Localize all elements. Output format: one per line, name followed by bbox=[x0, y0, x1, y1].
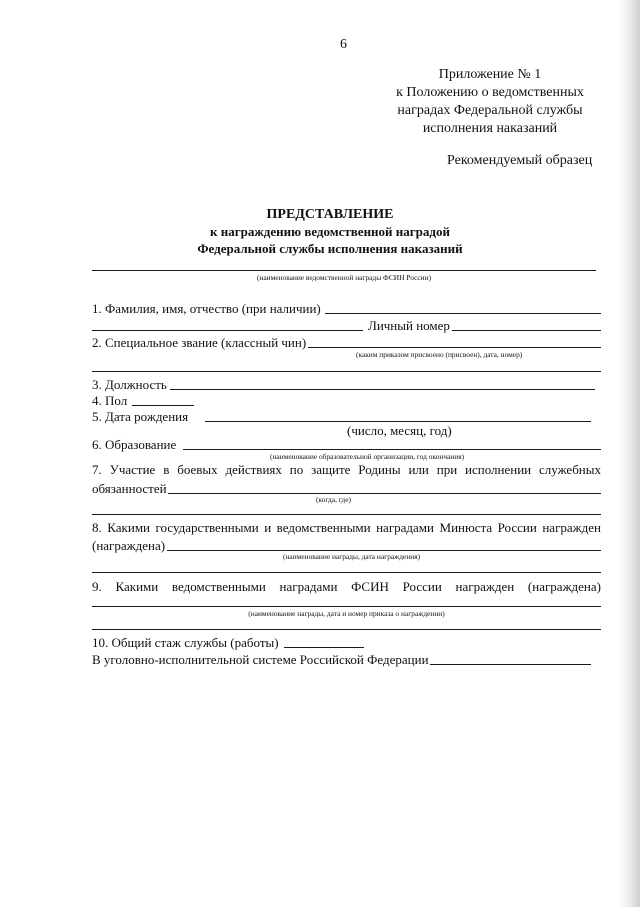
combat-label-line-1: 7. Участие в боевых действиях по защите Родины или при исполнении служебных bbox=[92, 462, 601, 477]
education-label: 6. Образование bbox=[92, 437, 177, 452]
education-caption: (наименование образовательной организации, год окончания) bbox=[270, 452, 465, 461]
document-title: ПРЕДСТАВЛЕНИЕ bbox=[266, 207, 394, 222]
appendix-line-4: исполнения наказаний bbox=[422, 121, 558, 136]
document-subtitle-2: Федеральной службы исполнения наказаний bbox=[197, 241, 463, 256]
state-awards-caption: (наименование награды, дата награждения) bbox=[283, 552, 421, 561]
special-rank-field-continued[interactable] bbox=[92, 371, 601, 372]
service-total-field[interactable] bbox=[284, 647, 364, 648]
rank-order-caption: (каким приказом присвоено (присвоен), дата, номер) bbox=[356, 350, 523, 359]
personal-number-label: Личный номер bbox=[368, 318, 450, 333]
appendix-line-3: наградах Федеральной службы bbox=[397, 103, 583, 118]
appendix-line-1: Приложение № 1 bbox=[438, 67, 542, 82]
birth-date-caption: (число, месяц, год) bbox=[347, 423, 452, 438]
sex-field[interactable] bbox=[132, 405, 194, 406]
page-number: 6 bbox=[340, 37, 347, 52]
special-rank-field[interactable] bbox=[308, 347, 601, 348]
education-field[interactable] bbox=[183, 449, 601, 450]
combat-field[interactable] bbox=[168, 493, 601, 494]
fsin-awards-field-continued[interactable] bbox=[92, 629, 601, 630]
service-penal-label: В уголовно-исполнительной системе Российской Федерации bbox=[92, 652, 429, 667]
combat-caption: (когда, где) bbox=[316, 495, 351, 504]
full-name-label: 1. Фамилия, имя, отчество (при наличии) bbox=[92, 301, 321, 316]
state-awards-field-continued[interactable] bbox=[92, 572, 601, 573]
personal-number-field[interactable] bbox=[452, 330, 601, 331]
fsin-awards-label: 9. Какими ведомственными наградами ФСИН России награжден (награждена) bbox=[92, 579, 601, 594]
position-field[interactable] bbox=[170, 389, 595, 390]
sex-label: 4. Пол bbox=[92, 393, 128, 408]
full-name-field[interactable] bbox=[325, 313, 601, 314]
appendix-line-2: к Положению о ведомственных bbox=[396, 85, 584, 100]
combat-field-continued[interactable] bbox=[92, 514, 601, 515]
state-awards-label-line-1: 8. Какими государственными и ведомственными наградами Минюста России награжден bbox=[92, 520, 601, 535]
position-label: 3. Должность bbox=[92, 377, 167, 392]
sample-note: Рекомендуемый образец bbox=[447, 153, 593, 168]
full-name-field-continued[interactable] bbox=[92, 330, 363, 331]
award-name-caption: (наименование ведомственной награды ФСИН России) bbox=[256, 273, 432, 282]
document-subtitle-1: к награждению ведомственной наградой bbox=[210, 224, 450, 239]
state-awards-label-line-2: (награждена) bbox=[92, 538, 166, 553]
page-edge-shadow bbox=[618, 0, 640, 907]
fsin-awards-caption: (наименование награды, дата и номер приказа о награждении) bbox=[248, 609, 445, 618]
service-penal-field[interactable] bbox=[430, 664, 591, 665]
fsin-awards-field[interactable] bbox=[92, 606, 601, 607]
award-name-line[interactable] bbox=[92, 270, 596, 271]
combat-label-line-2: обязанностей bbox=[92, 481, 167, 496]
special-rank-label: 2. Специальное звание (классный чин) bbox=[92, 335, 307, 350]
birth-date-field[interactable] bbox=[205, 421, 591, 422]
state-awards-field[interactable] bbox=[167, 550, 601, 551]
birth-date-label: 5. Дата рождения bbox=[92, 409, 189, 424]
service-total-label: 10. Общий стаж службы (работы) bbox=[92, 635, 279, 650]
